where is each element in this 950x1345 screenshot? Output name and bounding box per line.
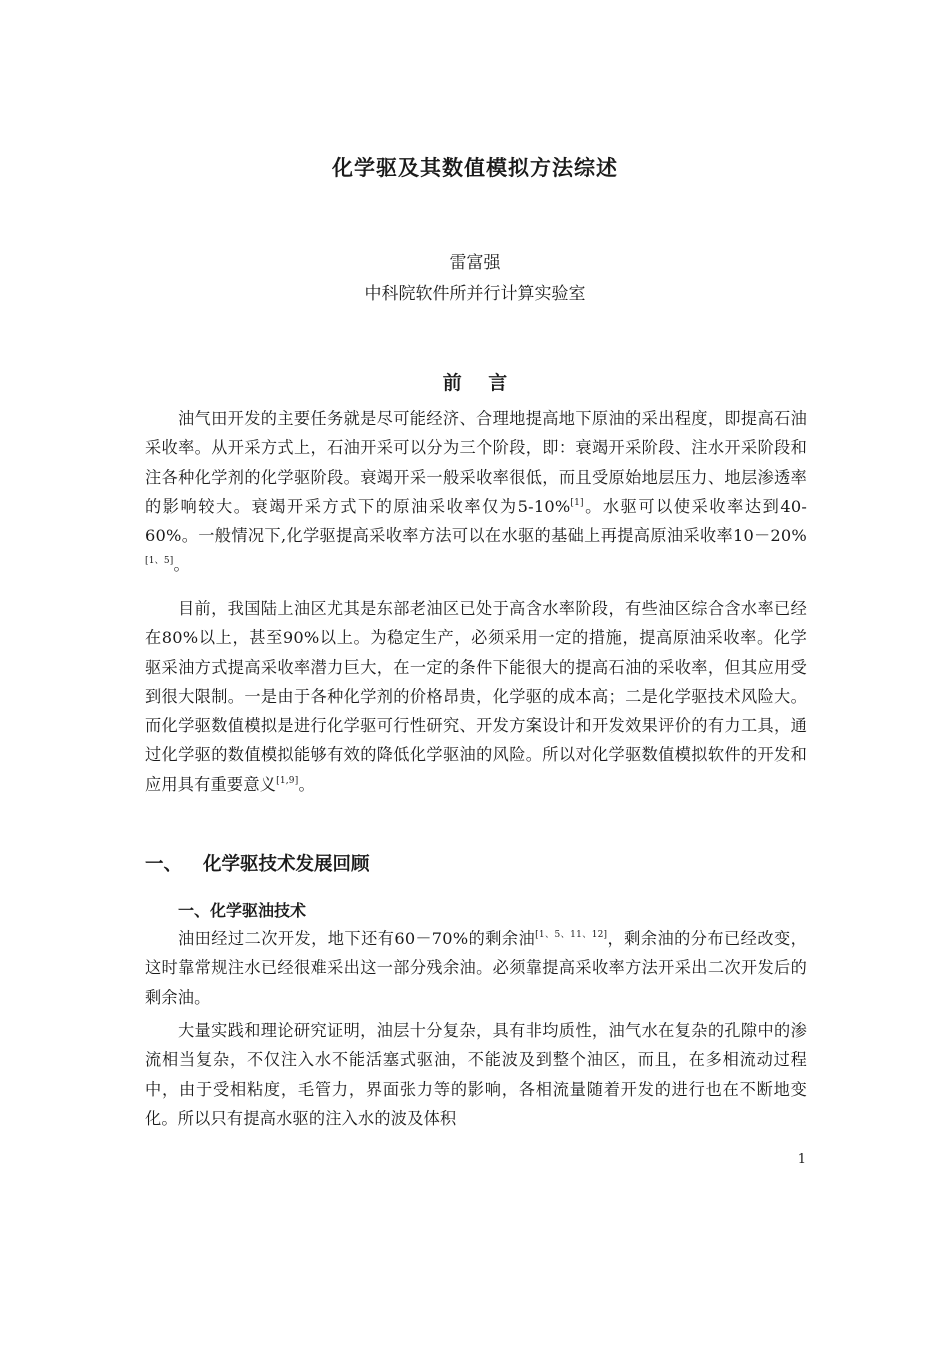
- citation: [1,9]: [276, 775, 299, 786]
- citation: [1、5、11、12]: [535, 930, 608, 940]
- subsection-1-paragraph-2: 大量实践和理论研究证明，油层十分复杂，具有非均质性，油气水在复杂的孔隙中的渗流相当复杂，不仅注入水不能活塞式驱油，不能波及到整个油区，而且，在多相流动过程中，由于受相粘度，毛管力，界面张力等的影响，各相流量随着开发的进行也在不断地变化。所以只有提高水驱的注入水的波及体积: [145, 1021, 807, 1128]
- preface-p1-text-c: 。: [173, 555, 190, 575]
- section-1-title: 化学驱技术发展回顾: [203, 854, 370, 875]
- sub1-p1-text-b: ，剩余油的分布已经改变，这时靠常规注水已经很难采出这一部分残余油。必须靠提高采收率方法开采出二次开发后的剩余油。: [145, 929, 807, 1007]
- subsection-1-paragraph-1: [145, 924, 807, 1012]
- section-1-number: 一、: [145, 854, 183, 875]
- author-affiliation: 中科院软件所并行计算实验室: [364, 284, 586, 304]
- citation: [1、5]: [145, 556, 174, 567]
- preface-p2-text-a: 目前，我国陆上油区尤其是东部老油区已处于高含水率阶段，有些油区综合含水率已经在80%以上，甚至90%以上。为稳定生产，必须采用一定的措施，提高原油采收率。化学驱采油方式提高采收率潜力巨大，在一定的条件下能很大的提高石油的采收率，但其应用受到很大限制。一是由于各种化学剂的价格昂贵，化学驱的成本高；二是化学驱技术风险大。而化学驱数值模拟是进行化学驱可行性研究、开发方案设计和开发效果评价的有力工具，通过化学驱的数值模拟能够有效的降低化学驱油的风险。所以对化学驱数值模拟软件的开发和应用具有重要意义: [145, 599, 807, 794]
- preface-p2-text-b: 。: [298, 774, 315, 794]
- preface-p1-text-a: 油气田开发的主要任务就是尽可能经济、合理地提高地下原油的采出程度，即提高石油采收率。从开采方式上，石油开采可以分为三个阶段，即：衰竭开采阶段、注水开采阶段和注各种化学剂的化学驱阶段。衰竭开采一般采收率很低，而且受原始地层压力、地层渗透率的影响较大。衰竭开采方式下的原油采收率仅为5-10%: [145, 409, 807, 516]
- citation: [1]: [570, 497, 584, 508]
- author-name: 雷富强: [449, 253, 501, 273]
- subsection-1-heading: 一、化学驱油技术: [178, 901, 307, 920]
- paper-title: 化学驱及其数值模拟方法综述: [332, 156, 618, 180]
- section-1-heading: [145, 850, 807, 876]
- preface-paragraph-2: [145, 594, 807, 799]
- preface-heading: 前 言: [442, 372, 508, 394]
- page-number: 1: [797, 1152, 806, 1167]
- preface-p1-text-b: 。水驱可以使采收率达到40-60%。一般情况下,化学驱提高采收率方法可以在水驱的基础上再提高原油采收率10－20%: [145, 496, 807, 546]
- sub1-p1-text-a: 油田经过二次开发，地下还有60－70%的剩余油: [178, 929, 536, 948]
- preface-paragraph-1: [145, 404, 807, 580]
